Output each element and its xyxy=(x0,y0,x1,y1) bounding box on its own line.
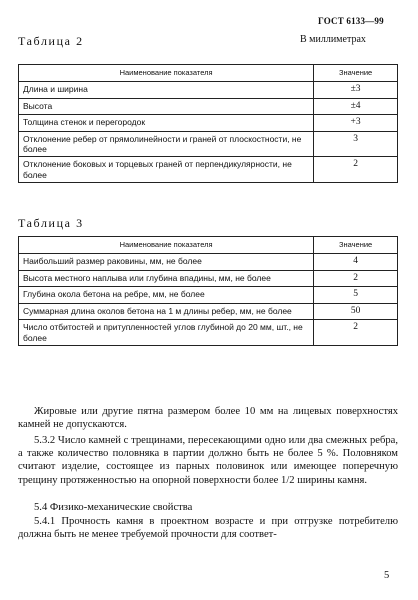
row-value: 2 xyxy=(314,320,398,346)
row-name: Длина и ширина xyxy=(19,82,314,99)
row-value: 4 xyxy=(314,254,398,271)
paragraph-5-4-1: 5.4.1 Прочность камня в проектном возрасте и при отгрузке потребителю должна быть не менее требуемой прочности для соответ- xyxy=(18,516,398,541)
table-row xyxy=(19,303,398,320)
table-row xyxy=(19,320,398,346)
table3-caption: Таблица 3 xyxy=(18,216,84,230)
row-value: +3 xyxy=(314,115,398,132)
row-name: Высота xyxy=(19,98,314,115)
section-heading-5-4: 5.4 Физико-механические свойства xyxy=(34,502,193,513)
row-name: Отклонение боковых и торцевых граней от перпендикулярности, не более xyxy=(19,157,314,183)
table-row xyxy=(19,254,398,271)
row-name: Глубина окола бетона на ребре, мм, не более xyxy=(19,287,314,304)
row-value: 5 xyxy=(314,287,398,304)
table-row xyxy=(19,157,398,183)
row-name: Наибольший размер раковины, мм, не более xyxy=(19,254,314,271)
row-name: Число отбитостей и притупленностей углов глубиной до 20 мм, шт., не более xyxy=(19,320,314,346)
row-value: 50 xyxy=(314,303,398,320)
column-header-value: Значение xyxy=(314,65,398,82)
column-header-name: Наименование показателя xyxy=(19,237,314,254)
table-header-row xyxy=(19,237,398,254)
paragraph-stains: Жировые или другие пятна размером более 10 мм на лицевых поверхностях камней не допускаются. xyxy=(18,406,398,431)
table2 xyxy=(18,64,398,183)
table-row xyxy=(19,115,398,132)
paragraph-5-3-2: 5.3.2 Число камней с трещинами, пересекающими одно или два смежных ребра, а также количество половняка в партии должно быть не более 5 %. Половняком считают изделие, состоящее из парных половинок или имеющее поперечную трещину протяженностью на опорной поверхности более 1/2 ширины камня. xyxy=(18,435,398,486)
row-value: ±4 xyxy=(314,98,398,115)
row-name: Высота местного наплыва или глубина впадины, мм, не более xyxy=(19,270,314,287)
table2-units: В миллиметрах xyxy=(300,34,366,45)
page-number: 5 xyxy=(384,570,390,581)
table3 xyxy=(18,236,398,346)
table-header-row xyxy=(19,65,398,82)
document-id: ГОСТ 6133—99 xyxy=(318,16,384,26)
row-name: Суммарная длина околов бетона на 1 м длины ребер, мм, не более xyxy=(19,303,314,320)
row-value: 2 xyxy=(314,157,398,183)
table-row xyxy=(19,82,398,99)
row-value: 3 xyxy=(314,131,398,157)
row-name: Отклонение ребер от прямолинейности и граней от плоскостности, не более xyxy=(19,131,314,157)
row-value: 2 xyxy=(314,270,398,287)
column-header-name: Наименование показателя xyxy=(19,65,314,82)
table-row xyxy=(19,270,398,287)
table-row xyxy=(19,287,398,304)
table-row xyxy=(19,131,398,157)
column-header-value: Значение xyxy=(314,237,398,254)
row-name: Толщина стенок и перегородок xyxy=(19,115,314,132)
row-value: ±3 xyxy=(314,82,398,99)
table2-caption: Таблица 2 xyxy=(18,34,84,48)
table-row xyxy=(19,98,398,115)
